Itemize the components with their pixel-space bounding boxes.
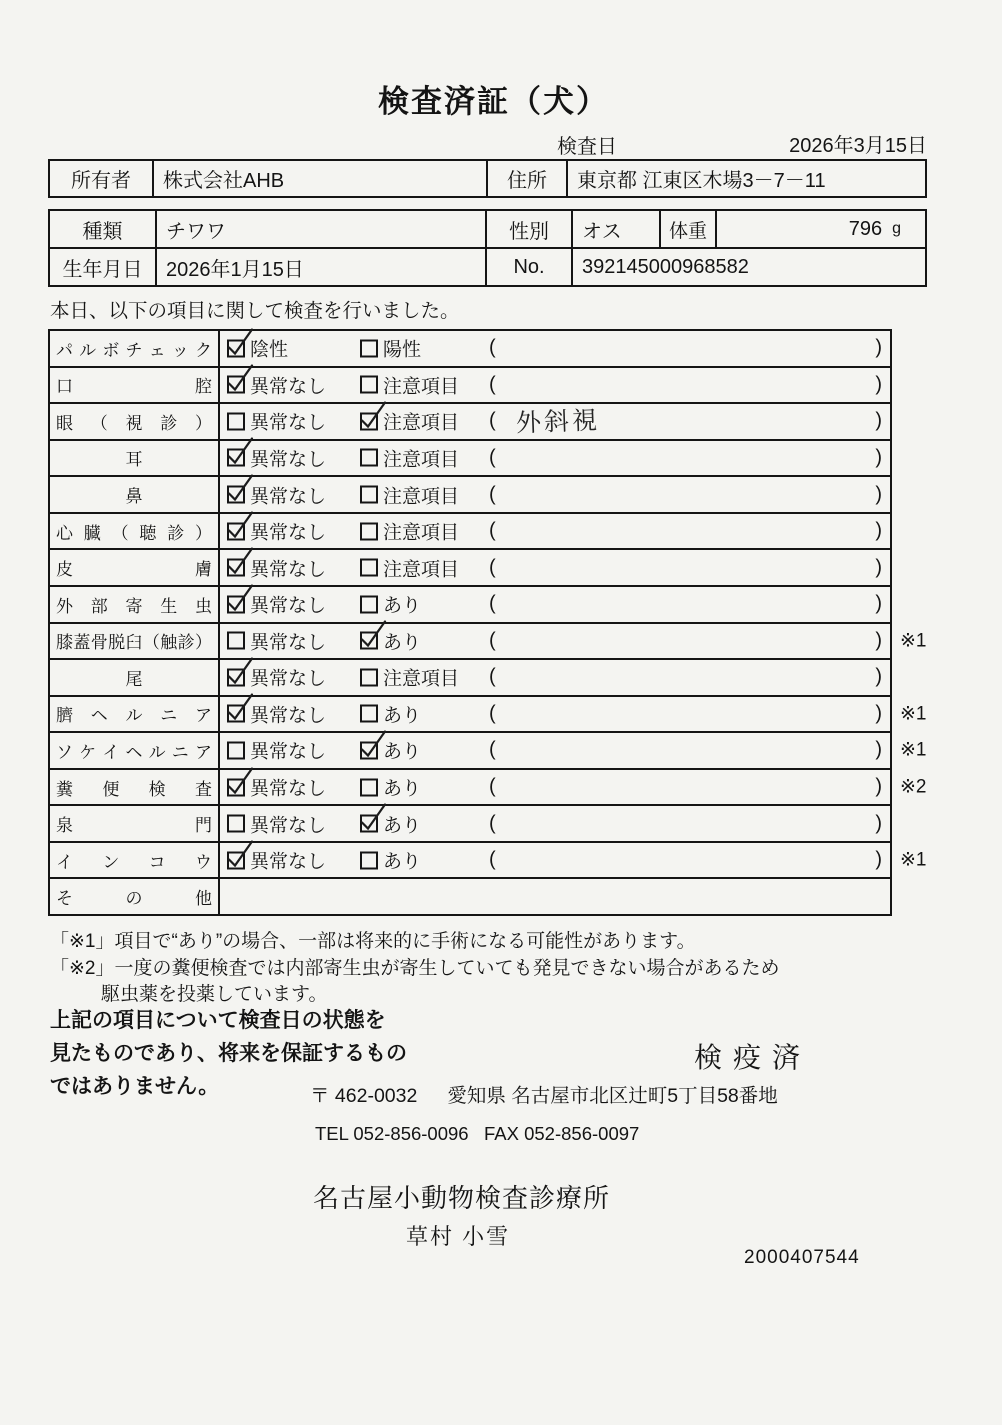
note-paren-open: (	[489, 519, 496, 542]
checkbox-icon	[227, 815, 245, 833]
note-paren-close: )	[875, 519, 882, 542]
checkbox-icon	[227, 778, 245, 796]
checkbox-icon	[360, 412, 378, 430]
option-1-label: 異常なし	[250, 449, 327, 471]
option-1	[227, 847, 326, 874]
checkbox-icon	[227, 486, 245, 504]
checklist-row	[50, 658, 890, 695]
note-paren-open: (	[489, 483, 496, 506]
note-paren-open: (	[489, 336, 496, 359]
intro-text: 本日、以下の項目に関して検査を行いました。	[50, 300, 460, 322]
checkbox-icon	[360, 741, 378, 759]
note-paren-close: )	[875, 592, 882, 615]
birth-value: 2026年1月15日	[155, 249, 485, 285]
option-1	[227, 627, 326, 654]
checklist-row	[50, 877, 890, 914]
option-2-label: あり	[383, 632, 422, 654]
option-1	[227, 810, 326, 837]
note-paren-close: )	[875, 556, 882, 579]
checkbox-icon	[360, 486, 378, 504]
checkbox-icon	[227, 741, 245, 759]
checklist-item-label: 糞 便 検 査	[50, 770, 220, 805]
option-2-label: あり	[383, 741, 422, 763]
option-2-label: 注意項目	[383, 559, 460, 581]
checklist-item-options	[220, 624, 890, 659]
footnote-mark: ※1	[900, 739, 927, 761]
checkbox-icon	[227, 339, 245, 357]
clinic-tel-fax: TEL 052-856-0096 FAX 052-856-0097	[315, 1123, 640, 1144]
checkbox-icon	[360, 668, 378, 686]
checklist-item-label: 外 部 寄 生 虫	[50, 587, 220, 622]
handwritten-note: 外斜視	[515, 406, 601, 438]
option-2-label: あり	[383, 595, 422, 617]
checklist-item-options	[220, 331, 890, 366]
note-paren-close: )	[875, 738, 882, 761]
note-paren-open: (	[489, 738, 496, 761]
checkbox-icon	[360, 632, 378, 650]
checkbox-icon	[227, 559, 245, 577]
option-2	[360, 810, 421, 837]
option-1-label: 異常なし	[250, 778, 327, 800]
option-2-label: 陽性	[383, 339, 422, 361]
footnote-2-cont: 駆虫薬を投薬しています。	[101, 984, 328, 1005]
option-1-label: 異常なし	[250, 412, 327, 434]
inspection-date-label: 検査日	[557, 136, 617, 158]
note-paren-open: (	[489, 446, 496, 469]
checkbox-icon	[360, 376, 378, 394]
checklist-row	[50, 548, 890, 585]
footnote-mark: ※2	[900, 776, 927, 798]
weight-label: 体重	[659, 211, 715, 247]
checklist-item-options	[220, 879, 890, 914]
note-paren-close: )	[875, 812, 882, 835]
checklist-row	[50, 585, 890, 622]
weight-unit: g	[892, 220, 901, 237]
note-paren-open: (	[489, 848, 496, 871]
disclaimer-line-2: 見たものであり、将来を保証するもの	[50, 1042, 407, 1065]
note-paren-open: (	[489, 373, 496, 396]
quarantine-passed-text: 検疫済	[694, 1042, 812, 1073]
address-label: 住所	[486, 161, 566, 196]
sex-value: オス	[571, 211, 659, 247]
option-2-label: あり	[383, 778, 422, 800]
owner-value: 株式会社AHB	[152, 161, 486, 196]
checklist-item-label: パ ル ボ チ ェ ッ ク	[50, 331, 220, 366]
option-1-label: 異常なし	[250, 595, 327, 617]
option-2	[360, 627, 421, 654]
checklist-item-options	[220, 697, 890, 732]
checklist-row	[50, 804, 890, 841]
no-value: 392145000968582	[571, 249, 925, 285]
option-1	[227, 591, 326, 618]
checkbox-icon	[227, 412, 245, 430]
note-paren-close: )	[875, 665, 882, 688]
option-1-label: 異常なし	[250, 668, 327, 690]
option-1	[227, 554, 326, 581]
option-1	[227, 518, 326, 545]
checkbox-icon	[360, 339, 378, 357]
note-paren-close: )	[875, 483, 882, 506]
note-paren-close: )	[875, 775, 882, 798]
note-paren-close: )	[875, 848, 882, 871]
option-1-label: 異常なし	[250, 851, 327, 873]
address-value: 東京都 江東区木場3－7－11	[566, 161, 925, 196]
checkbox-icon	[360, 559, 378, 577]
option-1	[227, 774, 326, 801]
checklist-item-label: 心 臓 （ 聴 診 ）	[50, 514, 220, 549]
option-1	[227, 481, 326, 508]
checklist-item-options	[220, 733, 890, 768]
checklist-item-options	[220, 550, 890, 585]
option-2	[360, 371, 459, 398]
note-paren-open: (	[489, 556, 496, 579]
checklist-item-options	[220, 587, 890, 622]
owner-row	[50, 161, 925, 196]
checklist-item-options	[220, 514, 890, 549]
checklist-item-label: イ ン コ ウ	[50, 843, 220, 878]
option-2	[360, 518, 459, 545]
birth-row	[50, 247, 925, 285]
checklist-item-options	[220, 770, 890, 805]
option-2	[360, 591, 421, 618]
option-2	[360, 664, 459, 691]
breed-row	[50, 211, 925, 247]
checkbox-icon	[227, 632, 245, 650]
option-2-label: 注意項目	[383, 449, 460, 471]
checkbox-icon	[360, 522, 378, 540]
note-paren-open: (	[489, 775, 496, 798]
clinic-postal-code: 〒 462-0032	[310, 1085, 418, 1107]
clinic-address-line	[310, 1080, 778, 1108]
option-2	[360, 408, 459, 435]
inspection-date-value: 2026年3月15日	[789, 135, 927, 157]
checklist-item-label: ソ ケ イ ヘ ル ニ ア	[50, 733, 220, 768]
sex-label: 性別	[485, 211, 571, 247]
option-1-label: 陰性	[250, 339, 289, 361]
option-1-label: 異常なし	[250, 741, 327, 763]
checklist-row	[50, 695, 927, 732]
checklist-item-label: 尾	[50, 660, 220, 695]
disclaimer-line-1: 上記の項目について検査日の状態を	[50, 1009, 386, 1032]
note-paren-open: (	[489, 409, 496, 432]
option-2-label: あり	[383, 705, 422, 727]
note-paren-close: )	[875, 446, 882, 469]
checklist-item-options	[220, 404, 890, 439]
checklist-row	[50, 768, 927, 805]
weight-value	[715, 211, 925, 247]
note-paren-close: )	[875, 702, 882, 725]
option-2-label: あり	[383, 851, 422, 873]
option-1-label: 異常なし	[250, 522, 327, 544]
note-paren-open: (	[489, 629, 496, 652]
checkbox-icon	[360, 449, 378, 467]
pet-table	[48, 209, 927, 287]
option-2-label: 注意項目	[383, 486, 460, 508]
checklist-row	[50, 622, 927, 659]
page-title: 検査済証（犬）	[378, 84, 609, 119]
checkbox-icon	[227, 851, 245, 869]
breed-label: 種類	[82, 220, 123, 243]
option-2	[360, 737, 421, 764]
option-2	[360, 444, 459, 471]
option-1	[227, 700, 326, 727]
footnote-1: 「※1」項目で“あり”の場合、一部は将来的に手術になる可能性があります。	[50, 931, 696, 952]
checklist-item-options	[220, 441, 890, 476]
checklist-item-label: 臍 ヘ ル ニ ア	[50, 697, 220, 732]
option-1-label: 異常なし	[250, 376, 327, 398]
option-1-label: 異常なし	[250, 486, 327, 508]
option-2-label: 注意項目	[383, 522, 460, 544]
clinic-address: 愛知県 名古屋市北区辻町5丁目58番地	[447, 1085, 778, 1107]
checklist-item-options	[220, 806, 890, 841]
owner-label: 所有者	[71, 170, 131, 192]
checkbox-icon	[360, 705, 378, 723]
note-paren-close: )	[875, 373, 882, 396]
option-2-label: あり	[383, 815, 422, 837]
option-2	[360, 774, 421, 801]
note-paren-open: (	[489, 592, 496, 615]
checkbox-icon	[360, 595, 378, 613]
checklist-row	[50, 841, 927, 878]
checklist-table	[48, 329, 927, 916]
weight-number: 796	[848, 217, 883, 240]
checkbox-icon	[227, 595, 245, 613]
option-2-label: 注意項目	[383, 412, 460, 434]
birth-label: 生年月日	[62, 258, 143, 281]
option-1	[227, 444, 326, 471]
checkbox-icon	[360, 778, 378, 796]
option-1	[227, 335, 288, 362]
option-2	[360, 481, 459, 508]
checklist-row	[50, 366, 890, 403]
owner-table	[48, 159, 927, 198]
option-1	[227, 408, 326, 435]
option-1-label: 異常なし	[250, 705, 327, 727]
note-paren-close: )	[875, 409, 882, 432]
checklist-item-label: 皮 膚	[50, 550, 220, 585]
checklist-item-label: 耳	[50, 441, 220, 476]
checklist-item-label: 膝 蓋 骨 脱 臼 （ 触 診 ）	[50, 624, 220, 659]
checklist-item-options	[220, 368, 890, 403]
footnote-mark: ※1	[900, 703, 927, 725]
clinic-name: 名古屋小動物検査診療所	[313, 1183, 611, 1213]
option-1	[227, 737, 326, 764]
checkbox-icon	[227, 449, 245, 467]
checklist-row	[50, 475, 890, 512]
option-2	[360, 335, 421, 362]
option-1	[227, 664, 326, 691]
option-1-label: 異常なし	[250, 559, 327, 581]
option-2	[360, 700, 421, 727]
disclaimer-line-3: ではありません。	[50, 1075, 220, 1098]
checkbox-icon	[227, 705, 245, 723]
checkbox-icon	[227, 668, 245, 686]
footnote-mark: ※1	[900, 849, 927, 871]
checklist-row	[50, 512, 890, 549]
checkbox-icon	[227, 376, 245, 394]
checklist-item-options	[220, 477, 890, 512]
option-2-label: 注意項目	[383, 668, 460, 690]
checklist-row	[50, 731, 927, 768]
checklist-item-label: 眼 （ 視 診 ）	[50, 404, 220, 439]
option-1	[227, 371, 326, 398]
breed-value: チワワ	[155, 211, 485, 247]
checklist-row	[50, 402, 890, 439]
checklist-item-label: 口 腔	[50, 368, 220, 403]
note-paren-close: )	[875, 336, 882, 359]
checkbox-icon	[227, 522, 245, 540]
no-label: No.	[485, 249, 571, 285]
option-2	[360, 847, 421, 874]
option-1-label: 異常なし	[250, 632, 327, 654]
note-paren-close: )	[875, 629, 882, 652]
checkbox-icon	[360, 815, 378, 833]
option-2-label: 注意項目	[383, 376, 460, 398]
checklist-item-options	[220, 660, 890, 695]
note-paren-open: (	[489, 702, 496, 725]
option-1-label: 異常なし	[250, 815, 327, 837]
checklist-item-label: 泉 門	[50, 806, 220, 841]
checkbox-icon	[360, 851, 378, 869]
checklist-item-label: 鼻	[50, 477, 220, 512]
note-paren-open: (	[489, 812, 496, 835]
checklist-row	[50, 439, 890, 476]
veterinarian-name: 草村 小雪	[406, 1224, 511, 1249]
serial-number: 2000407544	[744, 1247, 860, 1268]
note-paren-open: (	[489, 665, 496, 688]
footnote-mark: ※1	[900, 630, 927, 652]
option-2	[360, 554, 459, 581]
checklist-item-options	[220, 843, 890, 878]
checklist-item-label: そ の 他	[50, 879, 220, 914]
checklist-row	[50, 331, 890, 366]
footnote-2: 「※2」一度の糞便検査では内部寄生虫が寄生していても発見できない場合があるため	[50, 958, 780, 979]
